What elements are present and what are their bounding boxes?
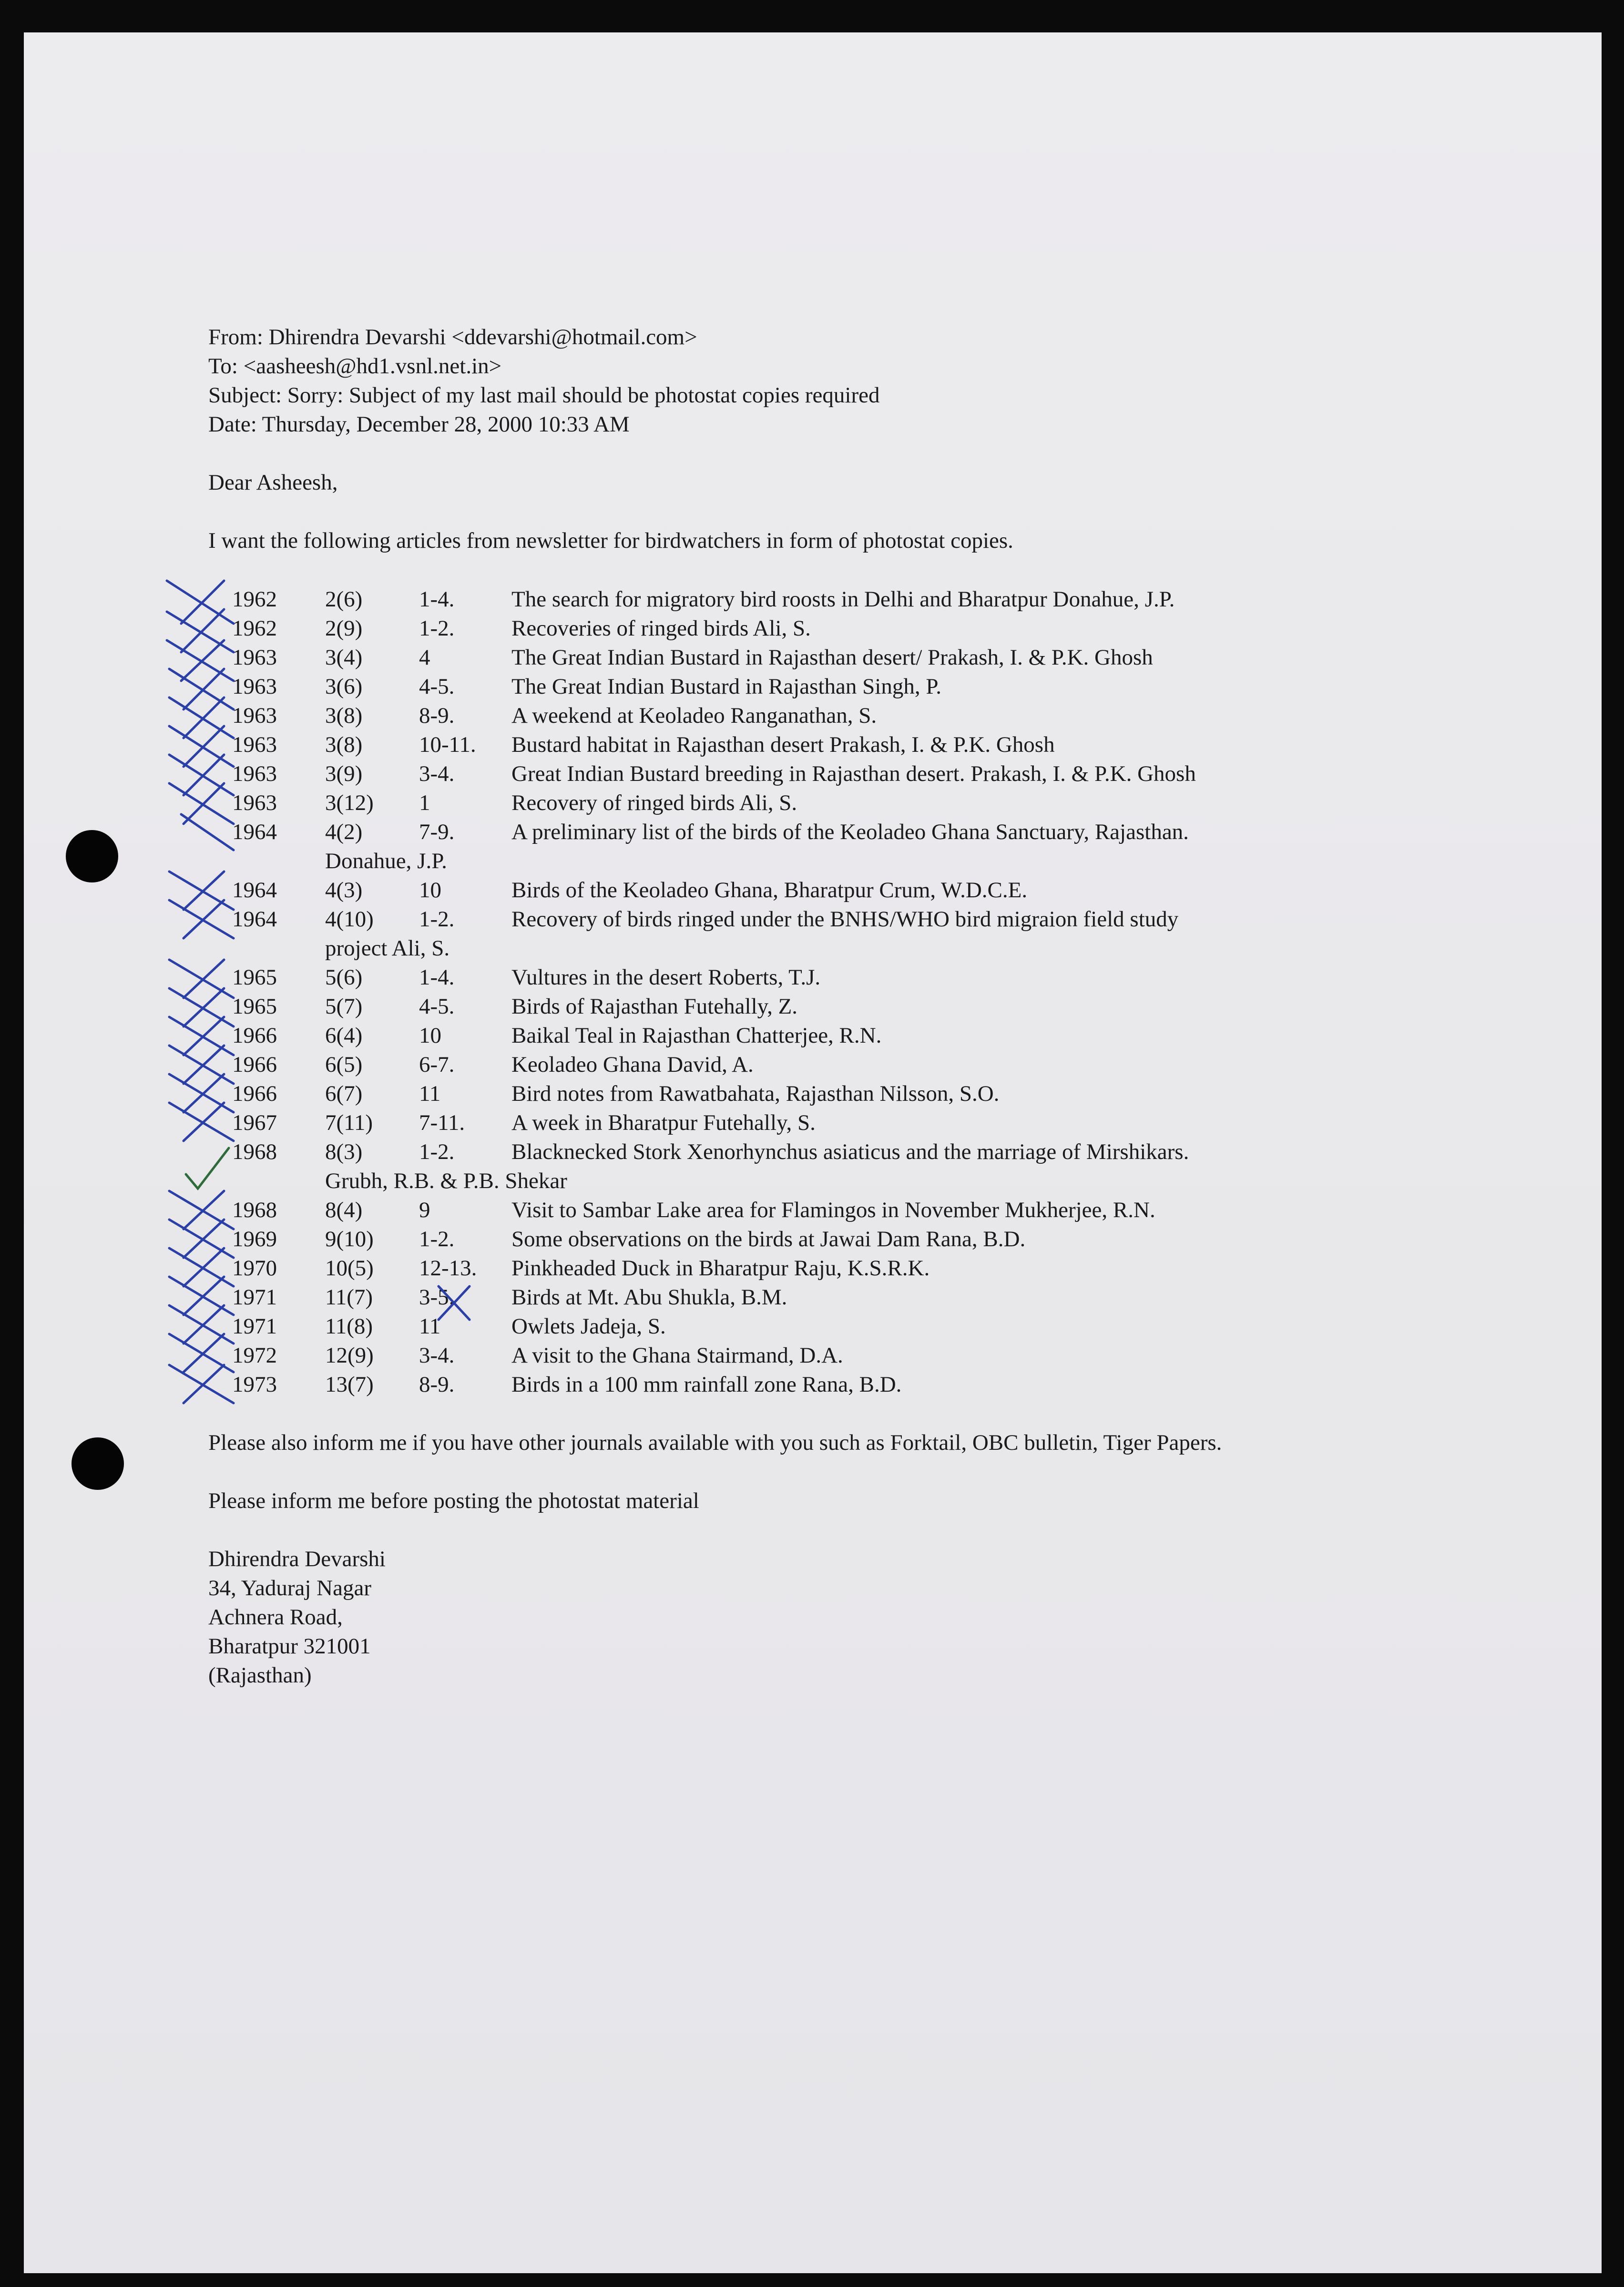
article-volume: 6(7) [325, 1081, 363, 1106]
article-continuation [208, 847, 1591, 876]
article-year: 1968 [232, 1198, 277, 1222]
article-volume: 6(5) [325, 1052, 363, 1077]
article-row [208, 789, 1591, 818]
article-volume: 2(9) [325, 616, 363, 641]
article-volume: 3(4) [325, 645, 363, 670]
article-row [208, 1312, 1591, 1341]
email-to: To: <aasheesh@hd1.vsnl.net.in> [208, 354, 502, 379]
article-row [208, 701, 1591, 730]
article-row [208, 1283, 1591, 1312]
article-year: 1970 [232, 1256, 277, 1281]
article-volume: 3(6) [325, 674, 363, 699]
article-pages: 12-13. [419, 1256, 477, 1281]
article-title: Visit to Sambar Lake area for Flamingos in November Mukherjee, R.N. [511, 1198, 1155, 1222]
article-title: Bird notes from Rawatbahata, Rajasthan Nilsson, S.O. [511, 1081, 1000, 1106]
punch-hole [71, 1437, 124, 1490]
article-volume: 8(3) [325, 1139, 363, 1164]
article-volume: 3(8) [325, 732, 363, 757]
article-year: 1971 [232, 1285, 277, 1310]
article-continuation [208, 934, 1591, 963]
article-pages: 3-4. [419, 1343, 455, 1368]
document-page [24, 32, 1602, 2273]
article-title: Owlets Jadeja, S. [511, 1314, 666, 1339]
article-title: Blacknecked Stork Xenorhynchus asiaticus and the marriage of Mirshikars. [511, 1139, 1189, 1164]
article-pages: 6-7. [419, 1052, 455, 1077]
article-title: The Great Indian Bustard in Rajasthan Singh, P. [511, 674, 941, 699]
article-row [208, 1050, 1591, 1079]
article-pages: 4-5. [419, 994, 455, 1019]
article-pages: 1-4. [419, 965, 455, 990]
article-pages: 10 [419, 1023, 441, 1048]
article-row [208, 818, 1591, 847]
article-year: 1965 [232, 994, 277, 1019]
article-title: Birds at Mt. Abu Shukla, B.M. [511, 1285, 787, 1310]
article-year: 1963 [232, 761, 277, 786]
article-title: Birds in a 100 mm rainfall zone Rana, B.D. [511, 1372, 902, 1397]
article-title: Bustard habitat in Rajasthan desert Prakash, I. & P.K. Ghosh [511, 732, 1055, 757]
article-volume: 4(10) [325, 907, 374, 932]
article-year: 1972 [232, 1343, 277, 1368]
article-title: Birds of the Keoladeo Ghana, Bharatpur Crum, W.D.C.E. [511, 878, 1028, 902]
article-title-continued: Donahue, J.P. [325, 849, 447, 873]
closing-note: Please inform me before posting the photostat material [208, 1488, 699, 1513]
article-year: 1966 [232, 1081, 277, 1106]
article-pages: 10-11. [419, 732, 476, 757]
article-pages: 1-2. [419, 1139, 455, 1164]
article-year: 1967 [232, 1110, 277, 1135]
article-pages: 8-9. [419, 1372, 455, 1397]
article-pages: 10 [419, 878, 441, 902]
article-year: 1963 [232, 645, 277, 670]
article-row [208, 1079, 1591, 1108]
article-title: Vultures in the desert Roberts, T.J. [511, 965, 821, 990]
article-pages: 1-4. [419, 587, 455, 612]
article-row [208, 963, 1591, 992]
article-year: 1968 [232, 1139, 277, 1164]
greeting: Dear Asheesh, [208, 470, 338, 495]
article-volume: 13(7) [325, 1372, 374, 1397]
article-row [208, 643, 1591, 672]
address-line: (Rajasthan) [208, 1663, 312, 1688]
article-year: 1966 [232, 1052, 277, 1077]
article-row [208, 1021, 1591, 1050]
article-title: Recovery of birds ringed under the BNHS/WHO bird migraion field study [511, 907, 1179, 932]
article-year: 1973 [232, 1372, 277, 1397]
article-volume: 10(5) [325, 1256, 374, 1281]
article-volume: 3(12) [325, 790, 374, 815]
article-row [208, 876, 1591, 905]
article-year: 1964 [232, 907, 277, 932]
article-title: Recoveries of ringed birds Ali, S. [511, 616, 811, 641]
article-year: 1963 [232, 732, 277, 757]
article-row [208, 1370, 1591, 1399]
article-title: Great Indian Bustard breeding in Rajasthan desert. Prakash, I. & P.K. Ghosh [511, 761, 1196, 786]
article-continuation [208, 1167, 1591, 1196]
article-pages: 8-9. [419, 703, 455, 728]
article-title: The Great Indian Bustard in Rajasthan desert/ Prakash, I. & P.K. Ghosh [511, 645, 1153, 670]
article-volume: 12(9) [325, 1343, 374, 1368]
article-volume: 5(6) [325, 965, 363, 990]
closing-request: Please also inform me if you have other journals available with you such as Forktail, OBC bulletin, Tiger Papers. [208, 1430, 1222, 1455]
article-pages: 4-5. [419, 674, 455, 699]
article-title: Some observations on the birds at Jawai Dam Rana, B.D. [511, 1227, 1026, 1251]
article-row [208, 672, 1591, 701]
article-volume: 3(9) [325, 761, 363, 786]
article-row [208, 1138, 1591, 1167]
article-year: 1964 [232, 820, 277, 844]
article-year: 1963 [232, 674, 277, 699]
article-pages: 7-9. [419, 820, 455, 844]
article-title: Recovery of ringed birds Ali, S. [511, 790, 797, 815]
email-date: Date: Thursday, December 28, 2000 10:33 AM [208, 412, 630, 437]
article-pages: 1-2. [419, 1227, 455, 1251]
article-volume: 11(7) [325, 1285, 373, 1310]
article-volume: 9(10) [325, 1227, 374, 1251]
article-row [208, 585, 1591, 614]
article-pages: 11 [419, 1081, 441, 1106]
article-volume: 5(7) [325, 994, 363, 1019]
article-row [208, 1341, 1591, 1370]
article-pages: 11 [419, 1314, 441, 1339]
email-from: From: Dhirendra Devarshi <ddevarshi@hotmail.com> [208, 325, 697, 349]
article-volume: 11(8) [325, 1314, 373, 1339]
article-row [208, 759, 1591, 789]
article-volume: 4(2) [325, 820, 363, 844]
article-year: 1969 [232, 1227, 277, 1251]
article-title-continued: project Ali, S. [325, 936, 450, 961]
address-line: Bharatpur 321001 [208, 1634, 371, 1659]
article-title: Pinkheaded Duck in Bharatpur Raju, K.S.R.K. [511, 1256, 930, 1281]
article-year: 1963 [232, 703, 277, 728]
article-title: A weekend at Keoladeo Ranganathan, S. [511, 703, 877, 728]
article-volume: 2(6) [325, 587, 363, 612]
article-pages: 1-2. [419, 907, 455, 932]
article-volume: 8(4) [325, 1198, 363, 1222]
article-pages: 3-5. [419, 1285, 455, 1310]
article-pages: 3-4. [419, 761, 455, 786]
intro-paragraph: I want the following articles from newsletter for birdwatchers in form of photostat copies. [208, 528, 1013, 553]
article-year: 1963 [232, 790, 277, 815]
article-year: 1971 [232, 1314, 277, 1339]
article-year: 1966 [232, 1023, 277, 1048]
article-year: 1962 [232, 587, 277, 612]
article-row [208, 1254, 1591, 1283]
article-year: 1965 [232, 965, 277, 990]
article-year: 1964 [232, 878, 277, 902]
article-volume: 4(3) [325, 878, 363, 902]
article-volume: 3(8) [325, 703, 363, 728]
article-title: A visit to the Ghana Stairmand, D.A. [511, 1343, 843, 1368]
article-title: Keoladeo Ghana David, A. [511, 1052, 754, 1077]
article-row [208, 1108, 1591, 1138]
article-row [208, 1196, 1591, 1225]
signature-name: Dhirendra Devarshi [208, 1547, 386, 1571]
address-line: Achnera Road, [208, 1605, 343, 1630]
article-title-continued: Grubh, R.B. & P.B. Shekar [325, 1169, 567, 1193]
punch-hole [66, 830, 118, 882]
article-title: A preliminary list of the birds of the Keoladeo Ghana Sanctuary, Rajasthan. [511, 820, 1189, 844]
article-pages: 7-11. [419, 1110, 465, 1135]
article-year: 1962 [232, 616, 277, 641]
address-line: 34, Yaduraj Nagar [208, 1576, 371, 1600]
article-pages: 9 [419, 1198, 430, 1222]
article-title: Baikal Teal in Rajasthan Chatterjee, R.N. [511, 1023, 882, 1048]
article-pages: 1-2. [419, 616, 455, 641]
article-pages: 4 [419, 645, 430, 670]
article-volume: 7(11) [325, 1110, 373, 1135]
article-row [208, 730, 1591, 759]
article-row [208, 614, 1591, 643]
article-title: Birds of Rajasthan Futehally, Z. [511, 994, 798, 1019]
article-title: A week in Bharatpur Futehally, S. [511, 1110, 816, 1135]
article-volume: 6(4) [325, 1023, 363, 1048]
article-pages: 1 [419, 790, 430, 815]
article-row [208, 1225, 1591, 1254]
article-title: The search for migratory bird roosts in Delhi and Bharatpur Donahue, J.P. [511, 587, 1175, 612]
article-row [208, 905, 1591, 934]
email-subject: Subject: Sorry: Subject of my last mail should be photostat copies required [208, 383, 880, 408]
article-row [208, 992, 1591, 1021]
